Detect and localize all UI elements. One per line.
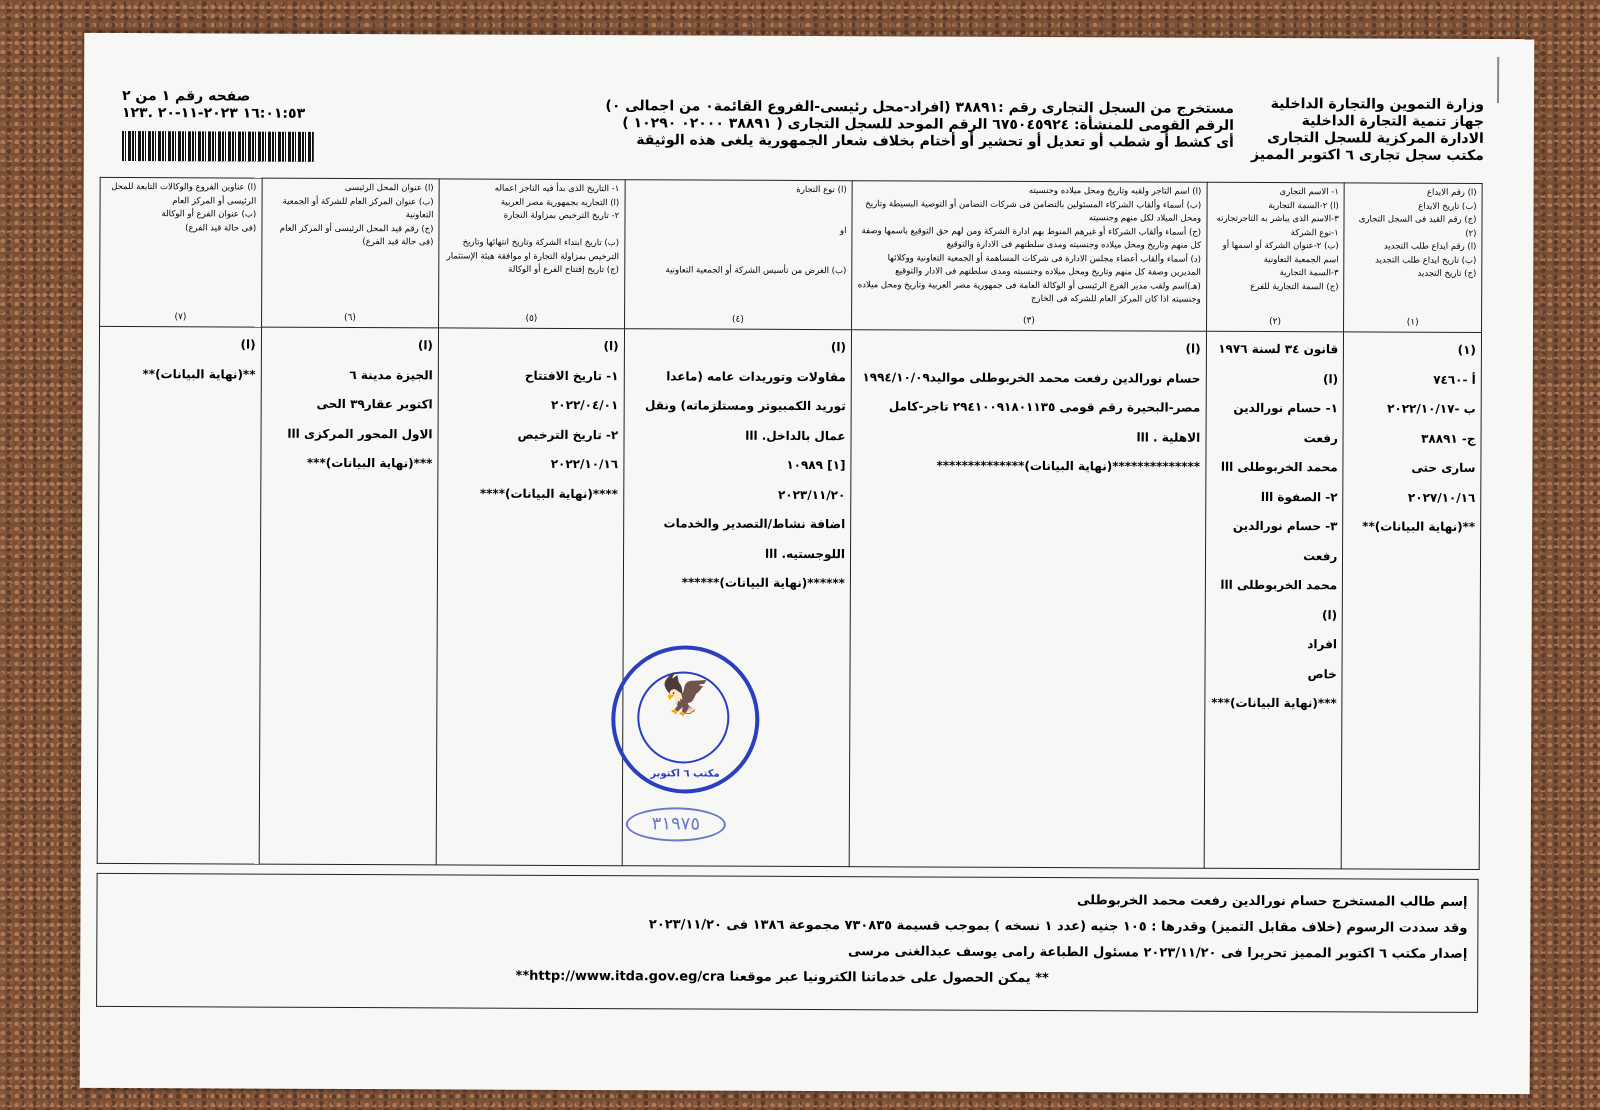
column-body-1 xyxy=(1342,332,1482,870)
column-number: (٦) xyxy=(343,312,356,323)
column-body-2 xyxy=(1204,331,1344,869)
ministry-header xyxy=(1251,96,1484,165)
column-body-text: (ا) ١- تاريخ الافتتاح ٢٠٢٢/٠٤/٠١ ٢- تاريخ الترخيص ٢٠٢٢/١٠/١٦ ****(نهاية البيانات)**** xyxy=(479,339,619,501)
page-info xyxy=(122,88,305,123)
column-body-7 xyxy=(97,326,261,864)
column-header-2 xyxy=(1206,182,1344,332)
column-number: (٥) xyxy=(525,313,538,324)
column-number: (٤) xyxy=(731,314,744,325)
registry-extract-title: مستخرج من السجل التجارى رقم :٣٨٨٩١ (افراد-محل رئيسى-الفروع القائمة٠ من اجمالى ٠) xyxy=(605,98,1235,117)
column-body-text: (١) أ -٧٤٦٠ ب -٢٠٢٢/١٠/١٧ ج- ٣٨٨٩١ سارى حتى ٢٠٢٧/١٠/١٦ **(نهاية البيانات)** xyxy=(1362,342,1476,534)
barcode xyxy=(122,131,314,162)
website-line: ** يمكن الحصول على خدماتنا الكترونيا عبر موقعنا http://www.itda.gov.eg/cra** xyxy=(515,968,1049,987)
column-header-text: (ا) عناوين الفروع والوكالات التابعة للمحل الرئيسى أو المركز العام (ب) عنوان الفرع أو الوكالة (فى حالة قيد الفرع) xyxy=(111,181,257,234)
page-number: صفحه رقم ١ من ٢ xyxy=(121,88,251,105)
official-stamp xyxy=(611,645,760,794)
column-body-6 xyxy=(259,327,439,865)
agency-name: جهاز تنمية التجارة الداخلية xyxy=(1301,113,1484,130)
ministry-name: وزارة التموين والتجارة الداخلية xyxy=(1270,96,1485,113)
column-number: (٢) xyxy=(1269,316,1282,327)
column-body-3 xyxy=(849,330,1206,869)
column-header-7 xyxy=(100,177,262,327)
office-name: مكتب سجل تجارى ٦ اكتوبر المميز xyxy=(1250,146,1484,164)
column-body-text: (ا) الجيزة مدينة ٦ اكتوبر عقار٣٩ الحى الاول المحور المركزى ااا ***(نهاية البيانات)*** xyxy=(287,338,433,471)
issuer-line: إصدار مكتب ٦ اكتوبر المميز تحريرا فى ٢٠٢٣/١١/٢٠ مسئول الطباعة رامى يوسف عبدالغنى مرسى xyxy=(848,944,1468,962)
column-number: (٣) xyxy=(1022,315,1035,326)
column-body-text: قانون ٣٤ لسنة ١٩٧٦ (ا) ١- حسام نورالدين رفعت محمد الخربوطلى ااا ٢- الصفوة ااا ٣- حسام نورالدين رفعت محمد الخربوطلى ااا (ا) افراد خاص ***(نهاية البيانات)*** xyxy=(1211,341,1339,711)
stamp-number: ٣١٩٧٥ xyxy=(626,807,726,841)
column-header-text: (ا) عنوان المحل الرئيسى (ب) عنوان المركز العام للشركة أو الجمعية التعاونية (ج) رقم قيد المحل الرئيسى أو المركز العام (فى حالة قيد الفرع) xyxy=(279,182,434,248)
requester-name: إسم طالب المستخرج حسام نورالدين رفعت محمد الخربوطلى xyxy=(1076,893,1468,910)
table-body-row xyxy=(97,326,1481,869)
column-body-text: (ا) حسام نورالدين رفعت محمد الخربوطلى مواليد١٩٩٤/١٠/٠٩ مصر-البحيرة رقم قومى ٢٩٤١٠٠٩١٨٠١١٣٥ تاجر-كامل الاهلية . ااا **************(نهاية البيانات)************** xyxy=(862,341,1201,474)
fees-line: وقد سددت الرسوم (خلاف مقابل التميز) وقدرها : ١٠٥ جنيه (عدد ١ نسخه ) بموجب قسيمة ٧٣٠٨٣٥ مجموعة ١٣٨٦ فى ٢٠٢٣/١١/٢٠ xyxy=(648,917,1468,936)
print-timestamp: ١٦:٠١:٥٣ ٢٠٢٣-١١-٢٠ .١٢٣ xyxy=(121,105,306,122)
column-header-text: ١- الاسم التجارى (ا) ٢-السمة التجارية ٣-الاسم الذى يباشر به التاجرتجارته ١-نوع الشركة (ب) ٢-عنوان الشركة أو اسمها أو اسم الجمعية التعاونية ٣-السمة التجارية (ج) السمة التجارية للفرع xyxy=(1216,187,1339,292)
column-header-4 xyxy=(624,180,852,330)
column-number: (١) xyxy=(1406,317,1419,328)
column-header-6 xyxy=(261,178,439,328)
national-number: الرقم القومى للمنشأة: ٦٧٥٠٤٥٩٢٤ الرقم الموحد للسجل التجارى ( ٣٨٨٩١ ٠٢٠٠٠ ١٠٢٩٠ ) xyxy=(622,115,1234,134)
document-page xyxy=(80,33,1535,1094)
column-body-text: (ا) **(نهاية البيانات)** xyxy=(142,337,256,382)
column-number: (٧) xyxy=(174,311,187,322)
column-header-text: (ا) اسم التاجر ولقبه وتاريخ ومحل ميلاده وجنسيته (ب) أسماء وألقاب الشركاء المسئولين بالتضامن فى شركات التضامن أو التوصية البسيطة وتاريخ ومحل الميلاد لكل منهم وجنسيته (ج) أسماء وألقاب الشركاء أو غيرهم المنوط بهم ادارة الشركة ومن لهم حق التوقيع باسمها وصفة كل منهم وتاريخ ومحل ميلاده وجنسيته ومدى سلطتهم فى الادارة والتوقيع (د) أسماء وألقاب أعضاء مجلس الادارة فى شركات المساهمة أو الجمعية التعاونية ووكلائها المديرين وصفة كل منهم وتاريخ ومحل ميلاده وجنسيته ومدى سلطتهم فى الادار والتوقيع (هـ)اسم ولقب مدير الفرع الرئيسى أو الوكالة العامة فى جمهورية مصر العربية وتاريخ ومحل ميلاده وجنسيته اذا كان المركز العام للشركه فى الخارج xyxy=(857,185,1202,305)
column-header-text: ١- التاريخ الذى بدأ فيه التاجر اعماله (ا) التجاريه بجمهورية مصر العربية ٢- تاريخ الترخيص بمزاولة التجارة (ب) تاريخ ابتداء الشركة وتاريخ انتهائها وتاريخ الترخيص بمزاولة التجارة او موافقة هيئة الإستثمار (ج) تاريخ إفتتاح الفرع أو الوكالة xyxy=(446,183,620,276)
column-header-3 xyxy=(852,181,1207,332)
column-header-1 xyxy=(1344,183,1482,333)
tamper-warning: أى كشط أو شطب أو تعديل أو تحشير أو أختام بخلاف شعار الجمهورية يلغى هذه الوثيقة xyxy=(636,132,1234,151)
registry-header xyxy=(474,98,1234,152)
column-body-5 xyxy=(436,328,624,866)
stamp-label: مكتب ٦ اكتوبر xyxy=(650,768,720,780)
footer-box xyxy=(96,873,1479,1013)
column-body-text: (ا) مقاولات وتوريدات عامه (ماعدا توريد الكمبيوتر ومستلزماته) ونقل عمال بالداخل. ااا [١] ١٠٩٨٩ ٢٠٢٣/١١/٢٠ اضافة نشاط/التصدير والخدمات اللوجستيه. ااا ******(نهاية البيانات)****** xyxy=(644,340,847,591)
column-header-text: (ا) نوع التجارة او (ب) الغرض من تأسيس الشركة أو الجمعية التعاونية xyxy=(665,184,847,277)
department-name: الادارة المركزية للسجل التجارى xyxy=(1267,130,1484,147)
registry-table xyxy=(97,177,1483,870)
table-header-row xyxy=(100,177,1483,332)
eagle-emblem-icon: 🦅 xyxy=(660,672,711,719)
margin-mark xyxy=(1497,57,1499,103)
column-header-text: (ا) رقم الايداع (ب) تاريخ الايداع (ج) رقم القيد فى السجل التجارى (٢) (ا) رقم ايداع طلب التجديد (ب) تاريخ ايداع طلب التجديد (ج) تاريخ التجديد xyxy=(1358,187,1477,279)
column-header-5 xyxy=(439,179,625,329)
